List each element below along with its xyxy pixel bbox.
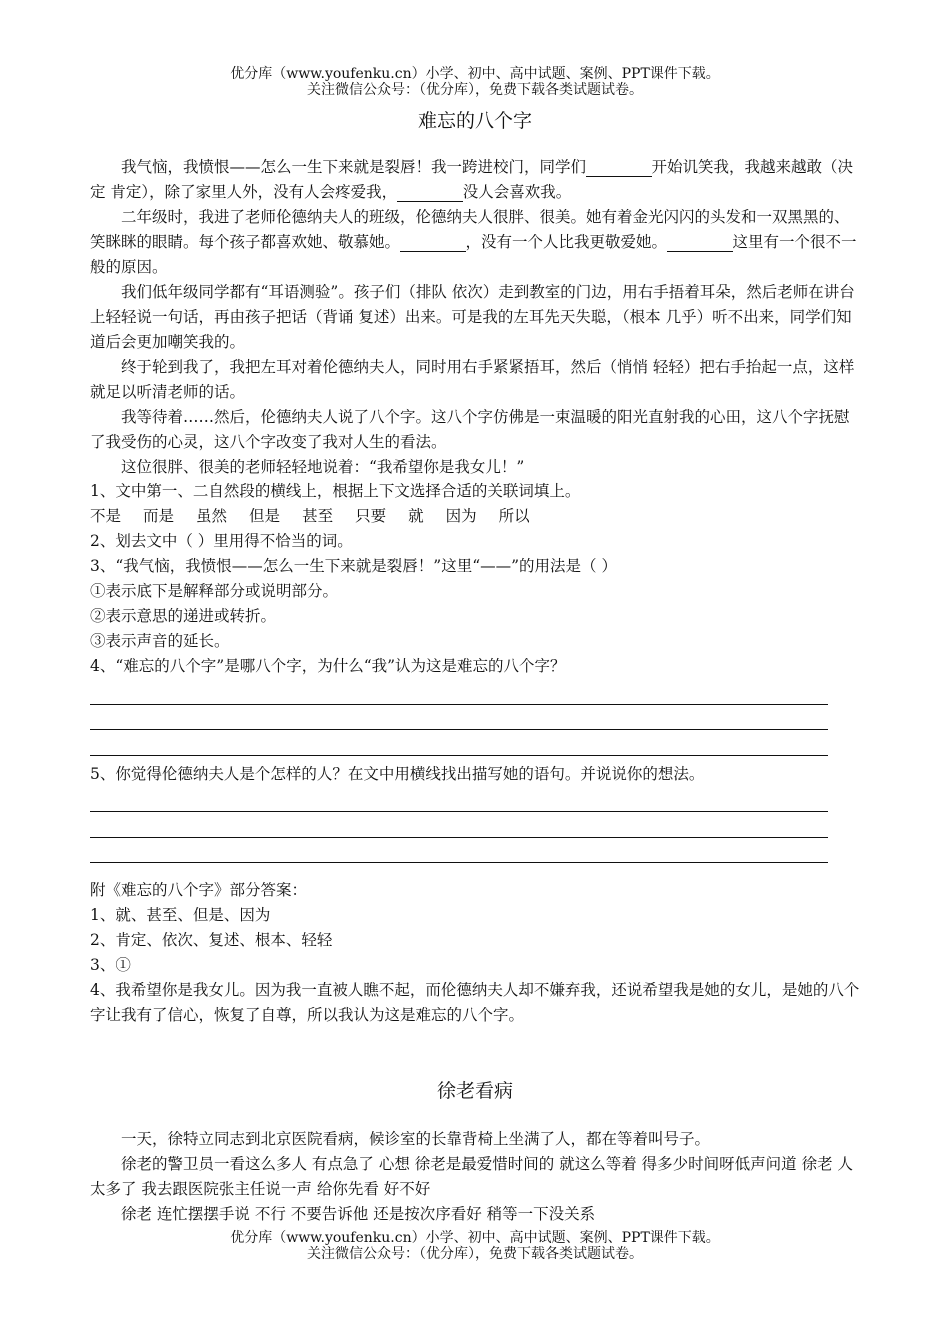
answer-line[interactable] [90, 730, 828, 756]
footer-line-2: 关注微信公众号：（优分库），免费下载各类试题试卷。 [307, 1246, 643, 1262]
answer-3: 3、① [90, 956, 131, 974]
text: 开始讥笑我，我越来越敢（决定 肯定），除了家里人外，没有人会疼爱我， [90, 158, 854, 201]
text: 这里有一个很不一般的原因。 [90, 233, 857, 276]
answer-4: 4、我希望你是我女儿。因为我一直被人瞧不起，而伦德纳夫人却不嫌弃我，还说希望我是她的女儿，是她的八个字让我有了信心，恢复了自尊，所以我认为这是难忘的八个字。 [90, 981, 860, 1024]
header-line-2: 关注微信公众号：（优分库），免费下载各类试题试卷。 [307, 82, 643, 98]
page-footer [0, 1230, 950, 1262]
article-2-paragraph-3: 徐老 连忙摆摆手说 不行 不要告诉他 还是按次序看好 稍等一下没关系 [121, 1205, 596, 1223]
answer-line[interactable] [90, 705, 828, 731]
article-2-paragraph-1: 一天，徐特立同志到北京医院看病，候诊室的长靠背椅上坐满了人，都在等着叫号子。 [121, 1130, 711, 1148]
footer-line-1: 优分库（www.youfenku.cn）小学、初中、高中试题、案例、PPT课件下载。 [230, 1230, 720, 1246]
text: ，没有一个人比我更敬爱她。 [465, 233, 668, 251]
answer-line[interactable] [90, 838, 828, 864]
word-option: 就 [408, 507, 424, 525]
text: 二年级时，我进了老师伦德纳夫人的班级，伦德纳夫人很胖、很美。她有着金光闪闪的头发和一双黑黑的、笑眯眯的眼睛。每个孩子都喜欢她、敬慕她。 [90, 208, 850, 251]
answers-heading: 附《难忘的八个字》部分答案： [90, 881, 308, 899]
word-option: 不是 [90, 507, 122, 525]
text: 没人会喜欢我。 [462, 183, 572, 201]
answer-line[interactable] [90, 679, 828, 705]
text: 我气恼，我愤恨——怎么一生下来就是裂唇！我一跨进校门，同学们 [121, 158, 587, 176]
question-3: 3、“我气恼，我愤恨——怎么一生下来就是裂唇！”这里“——”的用法是（ ） [90, 557, 617, 575]
word-bank [90, 504, 860, 529]
word-option: 因为 [445, 507, 477, 525]
word-option: 甚至 [302, 507, 334, 525]
fill-blank[interactable] [400, 233, 466, 252]
article-2-body [90, 1127, 860, 1227]
paragraph-3: 我们低年级同学都有“耳语测验”。孩子们（排队 依次）走到教室的门边，用右手捂着耳朵，然后老师在讲台上轻轻说一句话，再由孩子把话（背诵 复述）出来。可是我的左耳先天失聪，（根本 几乎）听不出来，同学们知道后会更加嘲笑我的。 [90, 283, 855, 351]
paragraph-5: 我等待着……然后，伦德纳夫人说了八个字。这八个字仿佛是一束温暖的阳光直射我的心田，这八个字抚慰了我受伤的心灵，这八个字改变了我对人生的看法。 [90, 408, 850, 451]
article-2-paragraph-2: 徐老的警卫员一看这么多人 有点急了 心想 徐老是最爱惜时间的 就这么等着 得多少时间呀低声问道 徐老 人太多了 我去跟医院张主任说一声 给你先看 好不好 [90, 1155, 853, 1198]
word-option: 而是 [143, 507, 175, 525]
questions-section [90, 479, 860, 863]
word-option: 所以 [498, 507, 530, 525]
question-1: 1、文中第一、二自然段的横线上，根据上下文选择合适的关联词填上。 [90, 482, 581, 500]
word-option: 但是 [249, 507, 281, 525]
header-line-1: 优分库（www.youfenku.cn）小学、初中、高中试题、案例、PPT课件下载。 [230, 66, 720, 82]
paragraph-2 [90, 205, 860, 280]
answer-1: 1、就、甚至、但是、因为 [90, 906, 271, 924]
question-5: 5、你觉得伦德纳夫人是个怎样的人？在文中用横线找出描写她的语句。并说说你的想法。 [90, 764, 705, 783]
question-2: 2、划去文中（ ）里用得不恰当的词。 [90, 532, 353, 550]
answers-section [90, 878, 860, 1028]
question-3-option-1: ①表示底下是解释部分或说明部分。 [90, 582, 339, 600]
paragraph-6: 这位很胖、很美的老师轻轻地说着：“我希望你是我女儿！” [121, 458, 525, 476]
article-title: 难忘的八个字 [417, 110, 532, 132]
article-body [90, 155, 860, 480]
question-3-option-3: ③表示声音的延长。 [90, 632, 230, 650]
page-header [0, 66, 950, 98]
answer-2: 2、肯定、依次、复述、根本、轻轻 [90, 931, 333, 949]
answer-line[interactable] [90, 812, 828, 838]
word-option: 虽然 [196, 507, 228, 525]
word-option: 只要 [355, 507, 387, 525]
answer-line[interactable] [90, 787, 828, 813]
fill-blank[interactable] [667, 233, 733, 252]
fill-blank[interactable] [586, 158, 652, 177]
article-2-title: 徐老看病 [436, 1080, 513, 1102]
paragraph-1 [90, 155, 860, 205]
fill-blank[interactable] [397, 183, 463, 202]
paragraph-4: 终于轮到我了，我把左耳对着伦德纳夫人，同时用右手紧紧捂耳，然后（悄悄 轻轻）把右手抬起一点，这样就足以听清老师的话。 [90, 358, 855, 401]
question-3-option-2: ②表示意思的递进或转折。 [90, 607, 277, 625]
question-4: 4、“难忘的八个字”是哪八个字，为什么“我”认为这是难忘的八个字？ [90, 657, 566, 675]
